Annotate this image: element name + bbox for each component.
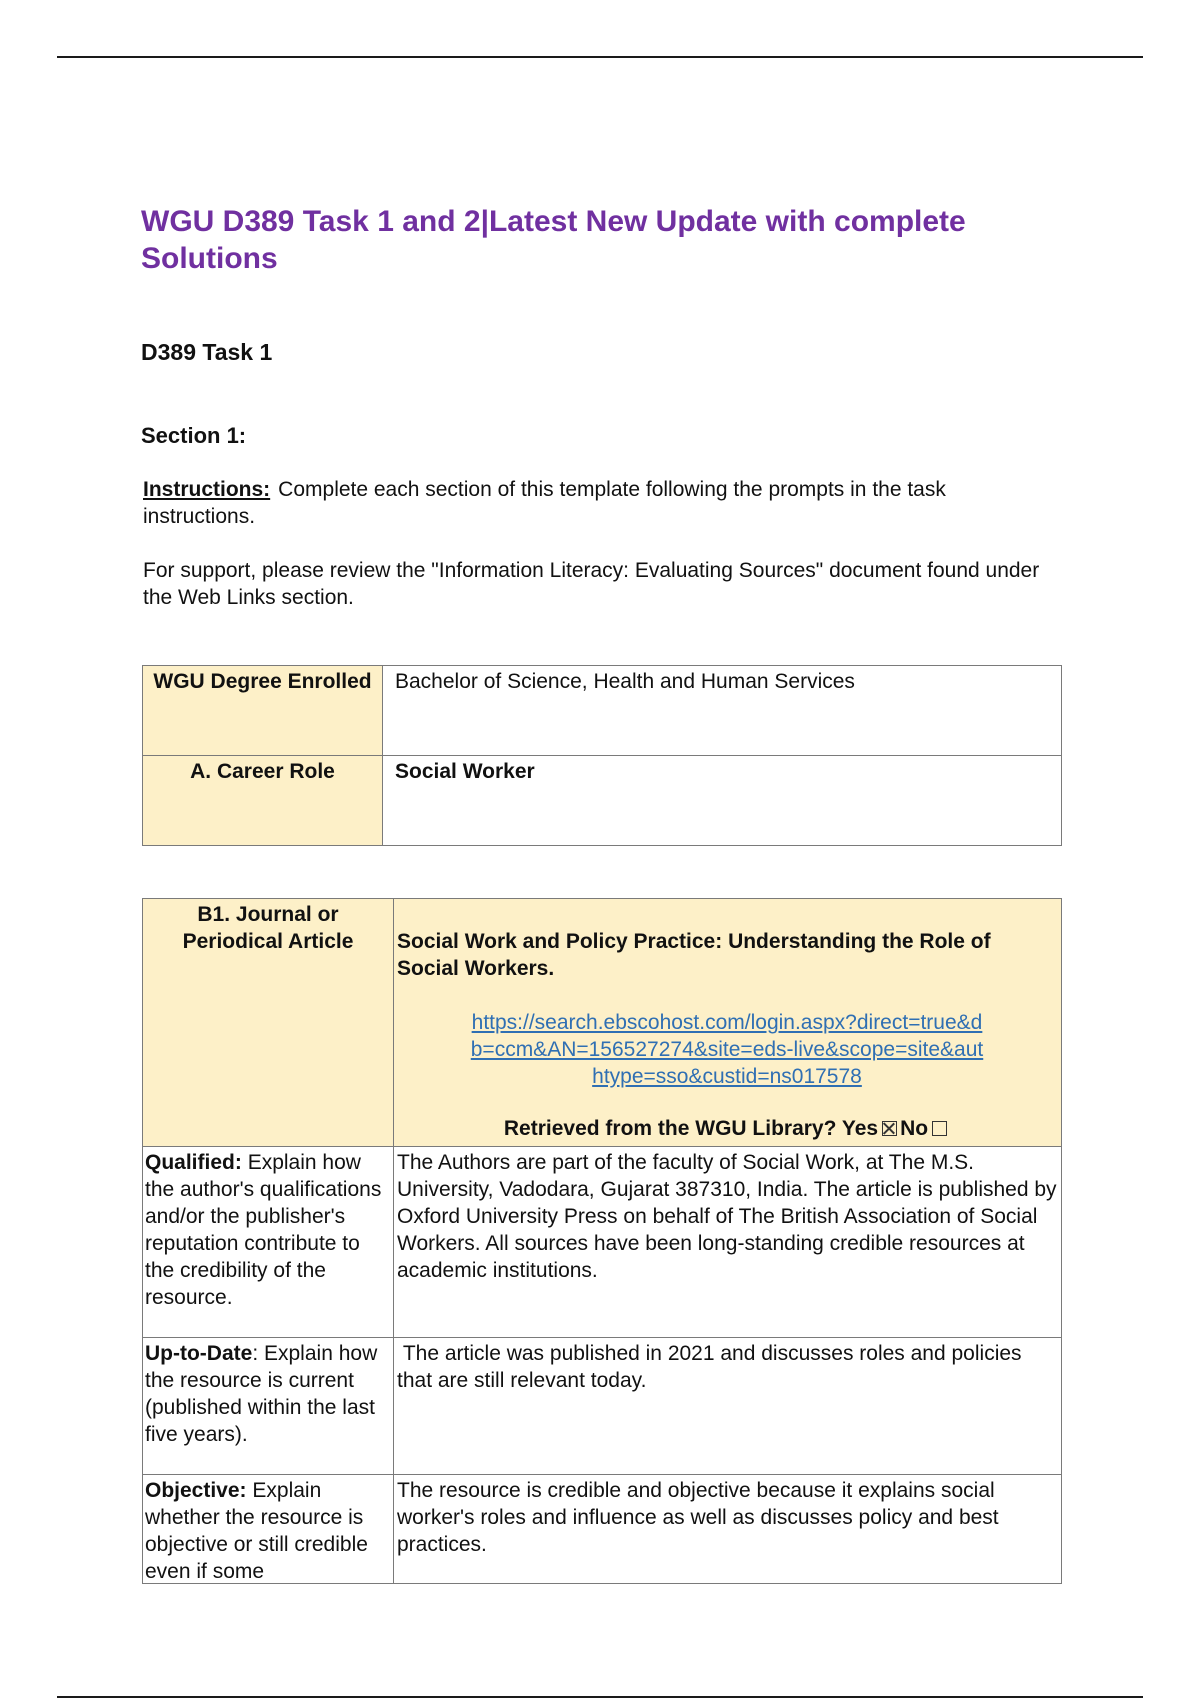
- objective-label: Objective:: [145, 1479, 247, 1502]
- qualified-label: Qualified:: [145, 1151, 242, 1174]
- article-type-label: B1. Journal or Periodical Article: [143, 899, 394, 1147]
- up-to-date-answer: [394, 1338, 1062, 1475]
- bottom-rule: [57, 1696, 1143, 1698]
- article-cell: [394, 899, 1062, 1147]
- qualified-prompt: Explain how the author's qualifications and/or the publisher's reputation contribute to the credibility of the resource.: [145, 1151, 382, 1309]
- no-checkbox-icon[interactable]: [932, 1121, 947, 1136]
- retrieved-line: [397, 1115, 1057, 1142]
- retrieved-question: Retrieved from the WGU Library?: [503, 1117, 837, 1140]
- objective-answer: The resource is credible and objective because it explains social worker's roles and influence as well as discusses policy and best practices.: [394, 1475, 1062, 1584]
- document-title: WGU D389 Task 1 and 2|Latest New Update with complete Solutions: [141, 205, 966, 275]
- up-to-date-answer-text: The article was published in 2021 and discusses roles and policies that are still relevant today.: [397, 1342, 1022, 1392]
- task-heading: D389 Task 1: [141, 339, 273, 365]
- source-table: [142, 898, 1062, 1584]
- support-paragraph: For support, please review the "Information Literacy: Evaluating Sources" document found under the Web Links section.: [143, 559, 1040, 609]
- article-row: [143, 899, 1062, 1147]
- objective-prompt-cell: [143, 1475, 394, 1584]
- instructions-text: Complete each section of this template following the prompts in the task instructions.: [143, 478, 946, 528]
- qualified-row: [143, 1147, 1062, 1338]
- qualified-answer: The Authors are part of the faculty of Social Work, at The M.S. University, Vadodara, Gujarat 387310, India. The article is published by Oxford University Press on behalf of The British Association of Social Workers. All sources have been long-standing credible resources at academic institutions.: [394, 1147, 1062, 1338]
- qualified-prompt-cell: [143, 1147, 394, 1338]
- article-title: Social Work and Policy Practice: Understanding the Role of Social Workers.: [397, 930, 991, 980]
- up-to-date-prompt-cell: [143, 1338, 394, 1475]
- career-role-value: Social Worker: [383, 756, 1062, 846]
- degree-value: Bachelor of Science, Health and Human Services: [383, 666, 1062, 756]
- no-label: No: [900, 1117, 929, 1140]
- article-link[interactable]: https://search.ebscohost.com/login.aspx?direct=true&db=ccm&AN=156527274&site=eds-live&scope=site&authtype=sso&custid=ns017578: [470, 1011, 984, 1088]
- career-role-row: [143, 756, 1062, 846]
- section-heading: Section 1:: [141, 423, 247, 448]
- instructions-label: Instructions:: [143, 478, 271, 501]
- up-to-date-prompt: : Explain how the resource is current (published within the last five years).: [145, 1342, 378, 1446]
- career-role-label: A. Career Role: [143, 756, 383, 846]
- instructions-paragraph: [143, 476, 1063, 530]
- degree-label: WGU Degree Enrolled: [143, 666, 383, 756]
- degree-table: [142, 665, 1062, 846]
- objective-row: [143, 1475, 1062, 1584]
- up-to-date-row: [143, 1338, 1062, 1475]
- objective-prompt: Explain whether the resource is objective or still credible even if some: [145, 1479, 368, 1582]
- yes-checkbox-icon[interactable]: [882, 1121, 897, 1136]
- objective-prompt-clip: [145, 1477, 391, 1582]
- yes-label: Yes: [841, 1117, 879, 1140]
- degree-row: [143, 666, 1062, 756]
- top-rule: [57, 56, 1143, 58]
- up-to-date-label: Up-to-Date: [145, 1342, 253, 1365]
